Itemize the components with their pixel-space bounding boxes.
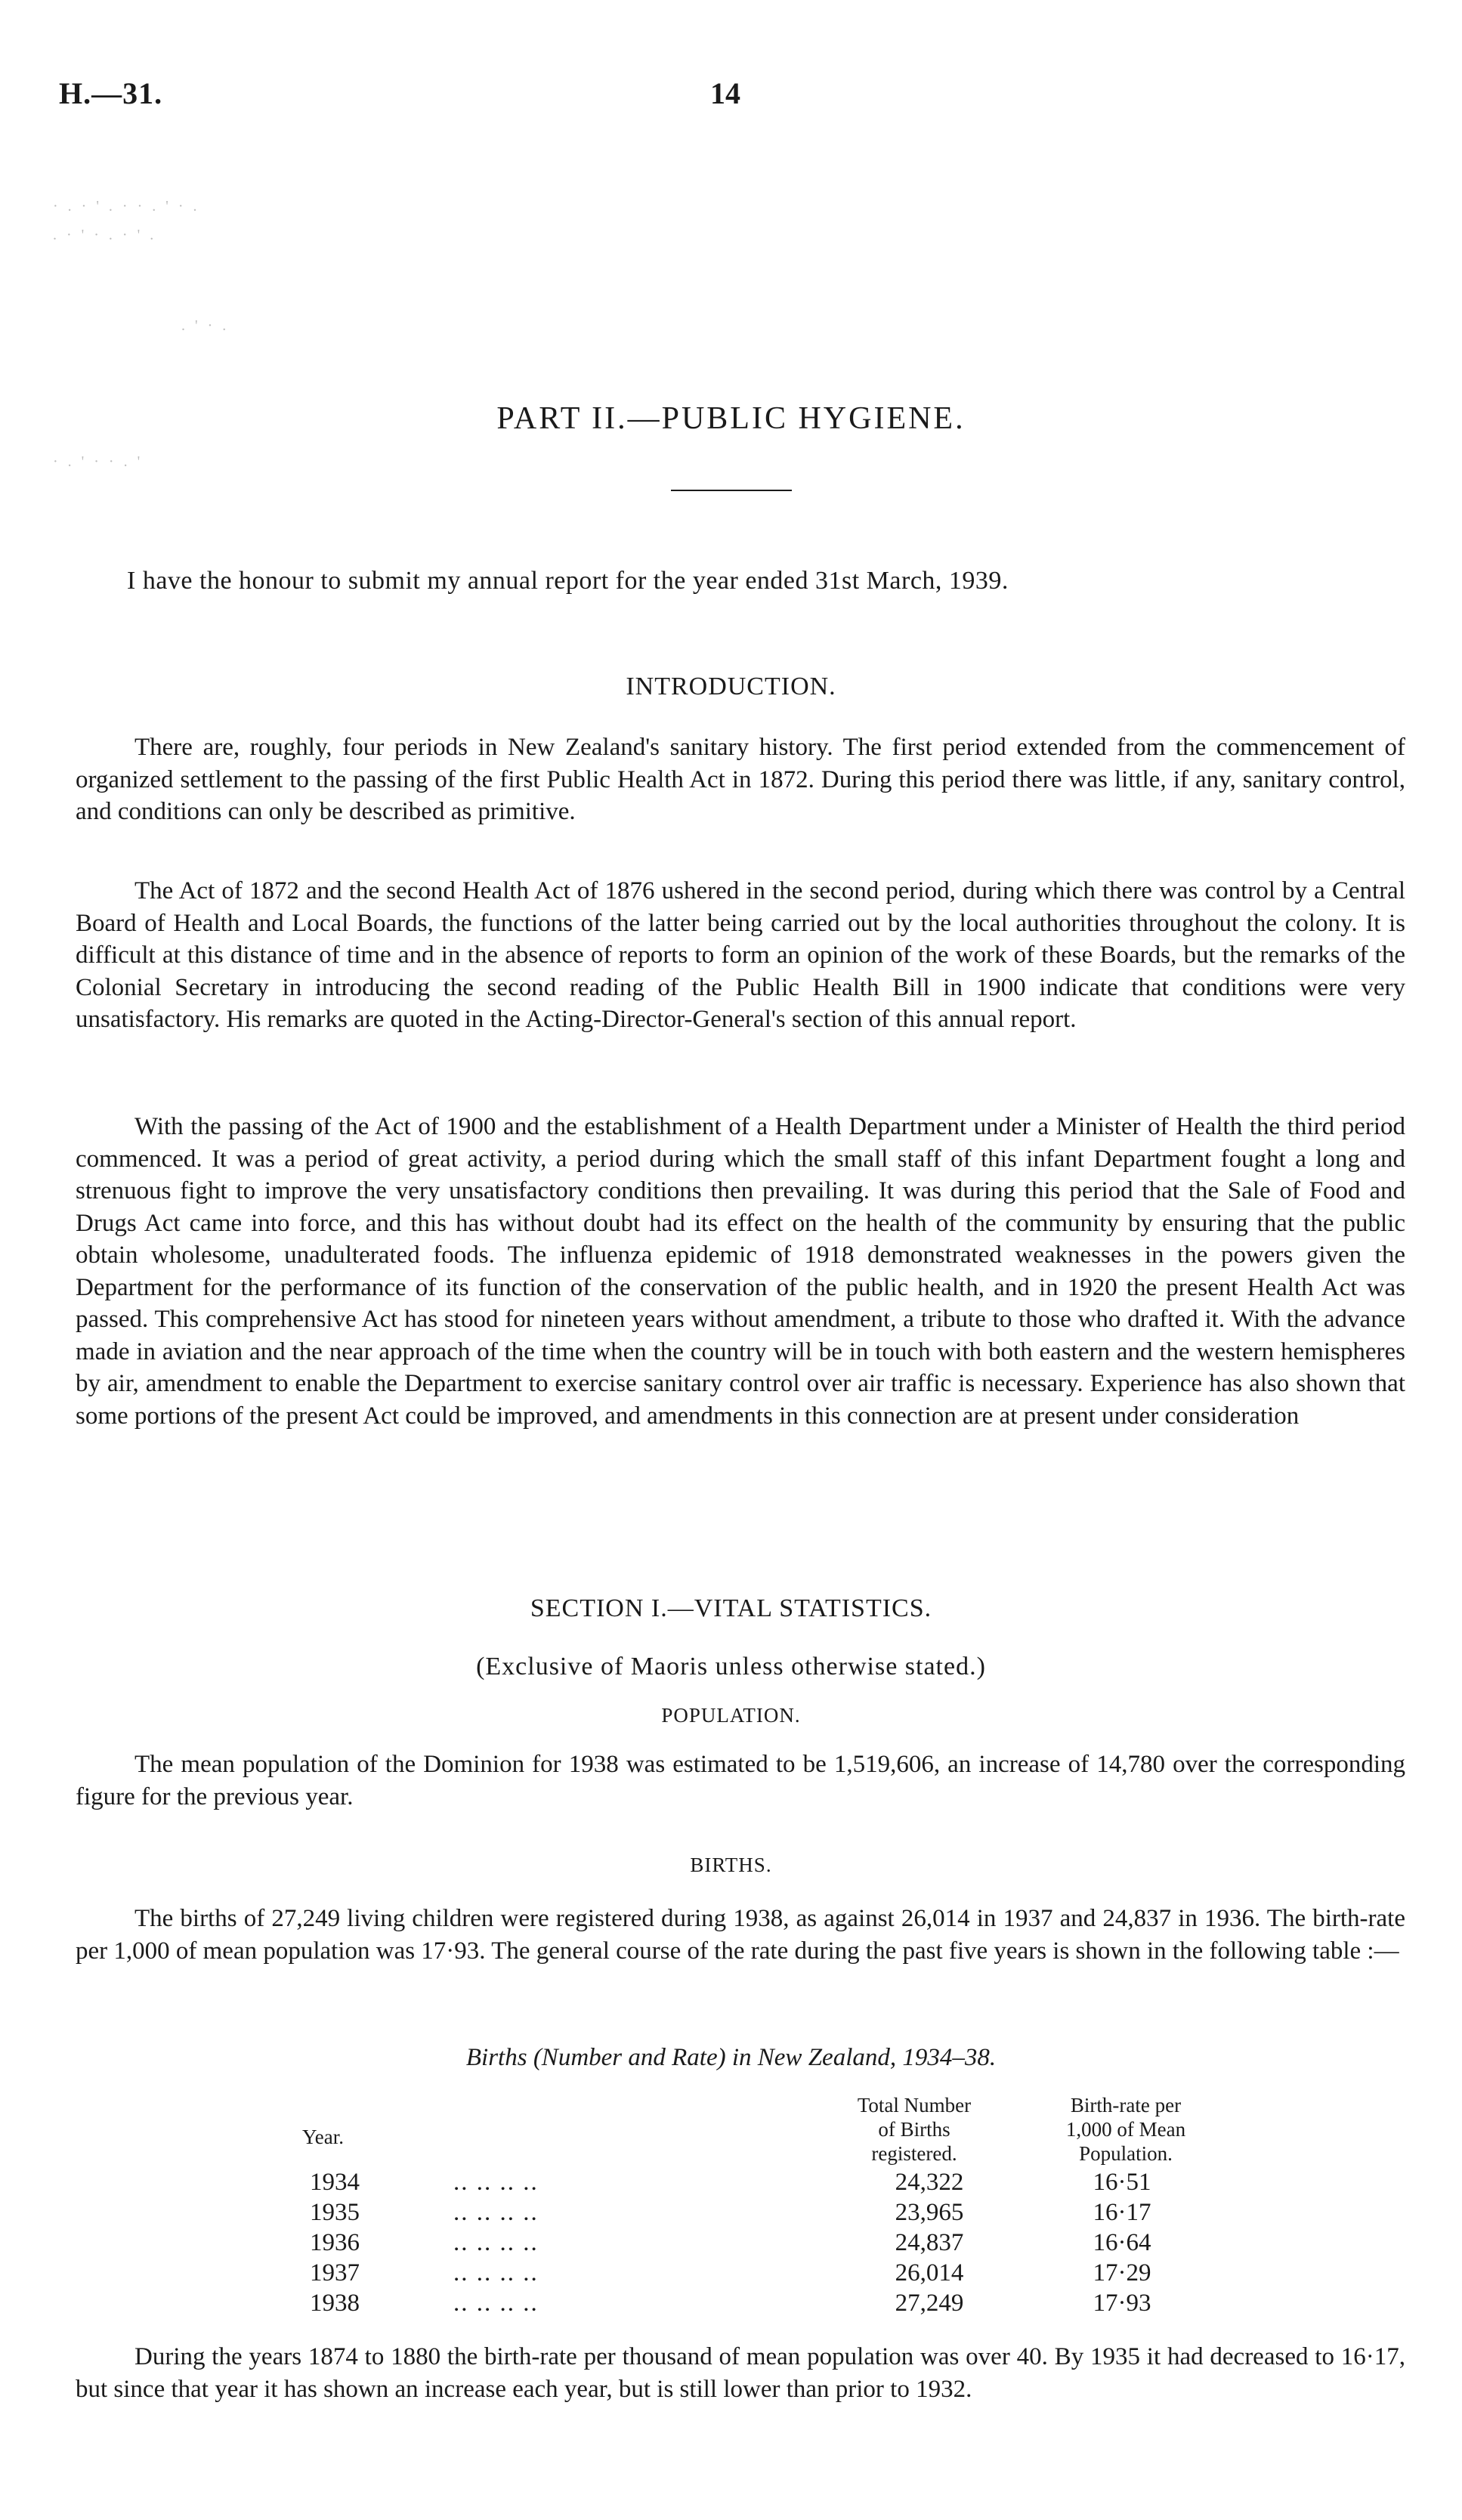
introduction-heading: INTRODUCTION. (626, 673, 836, 700)
introduction-paragraph-3: With the passing of the Act of 1900 and the establishment of a Health Department under a Minister of Health the third period commenced. It was a period of great activity, a period during which the small staff of this infant Department fought a long and strenuous fight to improve the very unsatisfactory conditions then prevailing. It was during this period that the Sale of Food and Drugs Act came into force, and this has without doubt had its effect on the health of the community by ensuring that the public obtain wholesome, unadulterated foods. The influenza epidemic of 1918 demonstrated weaknesses in the powers given the Department for the performance of its function of the conservation of the public health, and in 1920 the present Health Act was passed. This comprehensive Act has stood for nineteen years without amendment, a tribute to those who drafted it. With the advance made in aviation and the near approach of the time when the country will be in touch with both eastern and the western hemispheres by air, amendment to enable the Department to exercise sanitary control over air traffic is necessary. Experience has also shown that some portions of the present Act could be improved, and amendments in this connection are at present under consideration (76, 1113, 1405, 1430)
part-title: PART II.—PUBLIC HYGIENE. (496, 401, 966, 436)
title-rule (671, 490, 792, 491)
scan-speck: . ' · . (181, 317, 230, 334)
cell-births: 24,837 (895, 2229, 964, 2256)
births-paragraph: The births of 27,249 living children were registered during 1938, as against 26,014 in 1937 and 24,837 in 1936. The birth-rate per 1,000 of mean population was 17·93. The general course of the rate during the past five years is shown in the following table :— (76, 1905, 1405, 1965)
cell-rate: 16·17 (1093, 2199, 1151, 2226)
cell-births: 27,249 (895, 2290, 964, 2317)
submission-statement: I have the honour to submit my annual report for the year ended 31st March, 1939. (127, 567, 1009, 595)
leader-dots: .. .. .. .. (453, 2199, 539, 2226)
cell-births: 26,014 (895, 2259, 964, 2287)
introduction-paragraph-1: There are, roughly, four periods in New Zealand's sanitary history. The first period extended from the commencement of organized settlement to the passing of the first Public Health Act in 1872. During this period there was little, if any, sanitary control, and conditions can only be described as primitive. (76, 734, 1405, 825)
table-row (310, 2259, 1292, 2290)
leader-dots: .. .. .. .. (453, 2169, 539, 2196)
table-row (310, 2229, 1292, 2259)
table-title: Births (Number and Rate) in New Zealand, 1934–38. (465, 2044, 997, 2071)
leader-dots: .. .. .. .. (453, 2290, 539, 2317)
column-header-births: Total Number of Births registered. (857, 2094, 972, 2165)
column-header-rate: Birth-rate per 1,000 of Mean Population. (1065, 2094, 1186, 2165)
introduction-paragraph-2: The Act of 1872 and the second Health Act of 1876 ushered in the second period, during which there was control by a Central Board of Health and Local Boards, the functions of the latter being carried out by the local authorities throughout the colony. It is difficult at this distance of time and in the absence of reports to form an opinion of the work of these Boards, but the remarks of the Colonial Secretary in introducing the second reading of the Public Health Bill in 1900 indicate that conditions were very unsatisfactory. His remarks are quoted in the Acting-Director-General's section of this annual report. (76, 877, 1405, 1033)
births-closing-paragraph: During the years 1874 to 1880 the birth-rate per thousand of mean population was over 40. By 1935 it had decreased to 16·17, but since that year it has shown an increase each year, but is still lower than prior to 1932. (76, 2343, 1405, 2403)
cell-births: 23,965 (895, 2199, 964, 2226)
column-header-year: Year. (302, 2126, 345, 2148)
cell-rate: 17·29 (1093, 2259, 1151, 2287)
scan-speck: · . · ' . · · . ' · . (53, 198, 200, 215)
births-heading: BIRTHS. (690, 1854, 772, 1876)
leader-dots: .. .. .. .. (453, 2259, 539, 2287)
cell-births: 24,322 (895, 2169, 964, 2196)
cell-rate: 16·64 (1093, 2229, 1151, 2256)
cell-year: 1937 (310, 2259, 360, 2287)
section-heading: SECTION I.—VITAL STATISTICS. (530, 1594, 932, 1622)
cell-rate: 17·93 (1093, 2290, 1151, 2317)
page-number: 14 (710, 76, 740, 110)
scan-speck: . · ' · . · ' . (53, 227, 157, 243)
cell-year: 1935 (310, 2199, 360, 2226)
table-row (310, 2199, 1292, 2229)
population-paragraph: The mean population of the Dominion for 1938 was estimated to be 1,519,606, an increase of 14,780 over the corresponding figure for the previous year. (76, 1751, 1405, 1810)
cell-year: 1936 (310, 2229, 360, 2256)
population-heading: POPULATION. (661, 1704, 801, 1727)
cell-year: 1938 (310, 2290, 360, 2317)
leader-dots: .. .. .. .. (453, 2229, 539, 2256)
cell-year: 1934 (310, 2169, 360, 2196)
scan-speck: · . ' · · . ' (53, 453, 144, 470)
table-row (310, 2169, 1292, 2199)
document-reference: H.—31. (59, 76, 163, 110)
section-note: (Exclusive of Maoris unless otherwise stated.) (476, 1653, 986, 1681)
table-row (310, 2290, 1292, 2320)
cell-rate: 16·51 (1093, 2169, 1151, 2196)
